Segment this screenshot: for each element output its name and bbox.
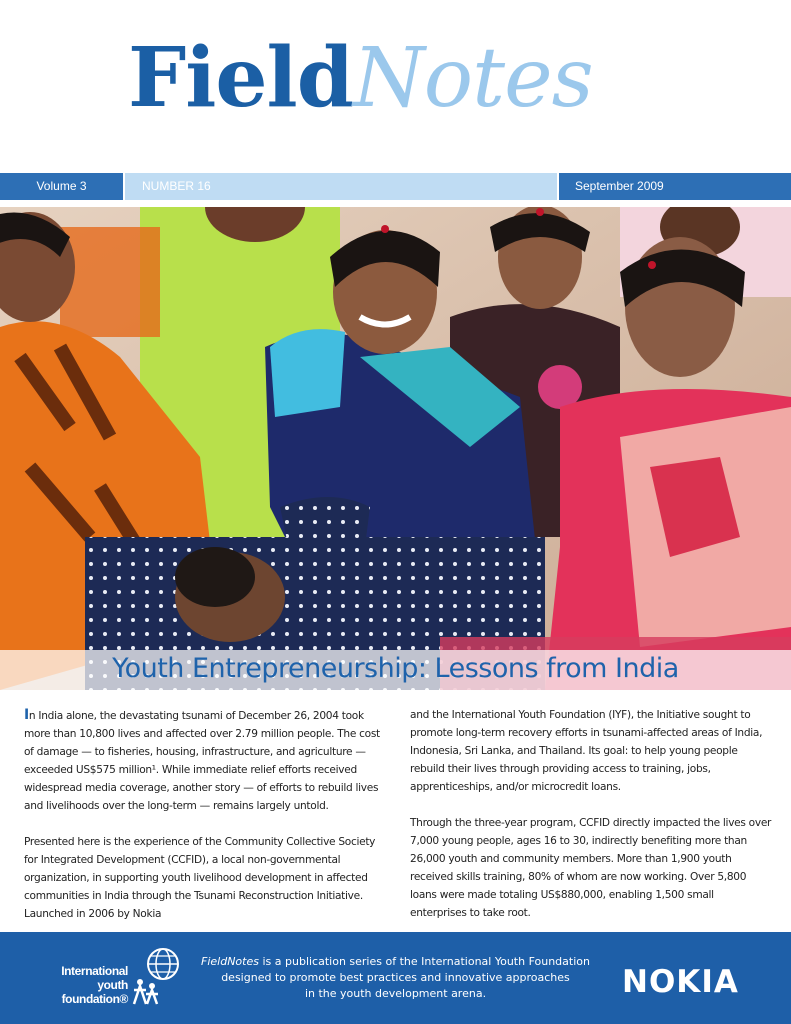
issue-number-label: NUMBER 16 [125,173,557,200]
iyf-logo-line: youth [97,978,128,992]
footer-line [198,954,593,970]
article-text: n India alone, the devastating tsunami of December 26, 2004 took more than 10,800 lives and affected over 2.79 million people. The cost of damage — to fisheries, housing, infrastructure, and agriculture — exceeded US$575 million¹. While immediate relief efforts received widespread media coverage, another story — of efforts to rebuild lives and livelihoods over the long-term — remains largely untold. [24,710,380,812]
article-column-2 [410,706,772,940]
footer-line: in the youth development arena. [304,987,487,1000]
article-headline: Youth Entrepreneurship: Lessons from India [112,653,679,684]
article-paragraph [24,706,384,815]
issue-date-label: September 2009 [559,173,791,200]
iyf-logo-line: foundation® [61,992,128,1006]
iyf-logo-text [30,964,128,1006]
masthead-title-notes: Notes [353,31,593,126]
headline-bar [0,650,791,690]
masthead [0,20,791,170]
volume-label: Volume 3 [0,173,123,200]
article-paragraph: Through the three-year program, CCFID directly impacted the lives over 7,000 young people, ages 16 to 30, indirectly benefiting more than 26,000 youth and community members. More than 1,900 youth received skills training, 80% of whom are now working. Over 5,800 loans were made totaling US$880,000, enabling 1,500 small enterprises to take root. [410,817,772,919]
iyf-logo [22,946,182,1012]
drop-cap: I [24,707,29,723]
women-group-photo-illustration [0,207,791,690]
nokia-logo: NOKIA [622,964,739,1000]
article-column-1 [24,706,384,941]
globe-people-icon [130,946,182,1006]
cover-photo [0,207,791,690]
footer-description [198,954,593,1002]
article-paragraph: and the International Youth Foundation (IYF), the Initiative sought to promote long-term recovery efforts in tsunami-affected areas of India, Indonesia, Sri Lanka, and Thailand. Its goal: to help young people rebuild their lives through providing access to training, jobs, apprenticeships, and/or microcredit loans. [410,709,763,793]
footer-publication-name: FieldNotes [201,955,259,968]
issue-band [0,173,791,200]
footer-bar [0,932,791,1024]
footer-line: designed to promote best practices and innovative approaches [221,971,570,984]
article-paragraph: Presented here is the experience of the Community Collective Society for Integrated Development (CCFID), a local non-governmental organization, in supporting youth livelihood development in affected communities in India through the Tsunami Reconstruction Initiative. Launched in 2006 by Nokia [24,836,376,920]
iyf-logo-line: International [61,964,128,978]
masthead-title-field: Field [128,30,354,126]
footer-text: is a publication series of the International Youth Foundation [258,955,590,968]
